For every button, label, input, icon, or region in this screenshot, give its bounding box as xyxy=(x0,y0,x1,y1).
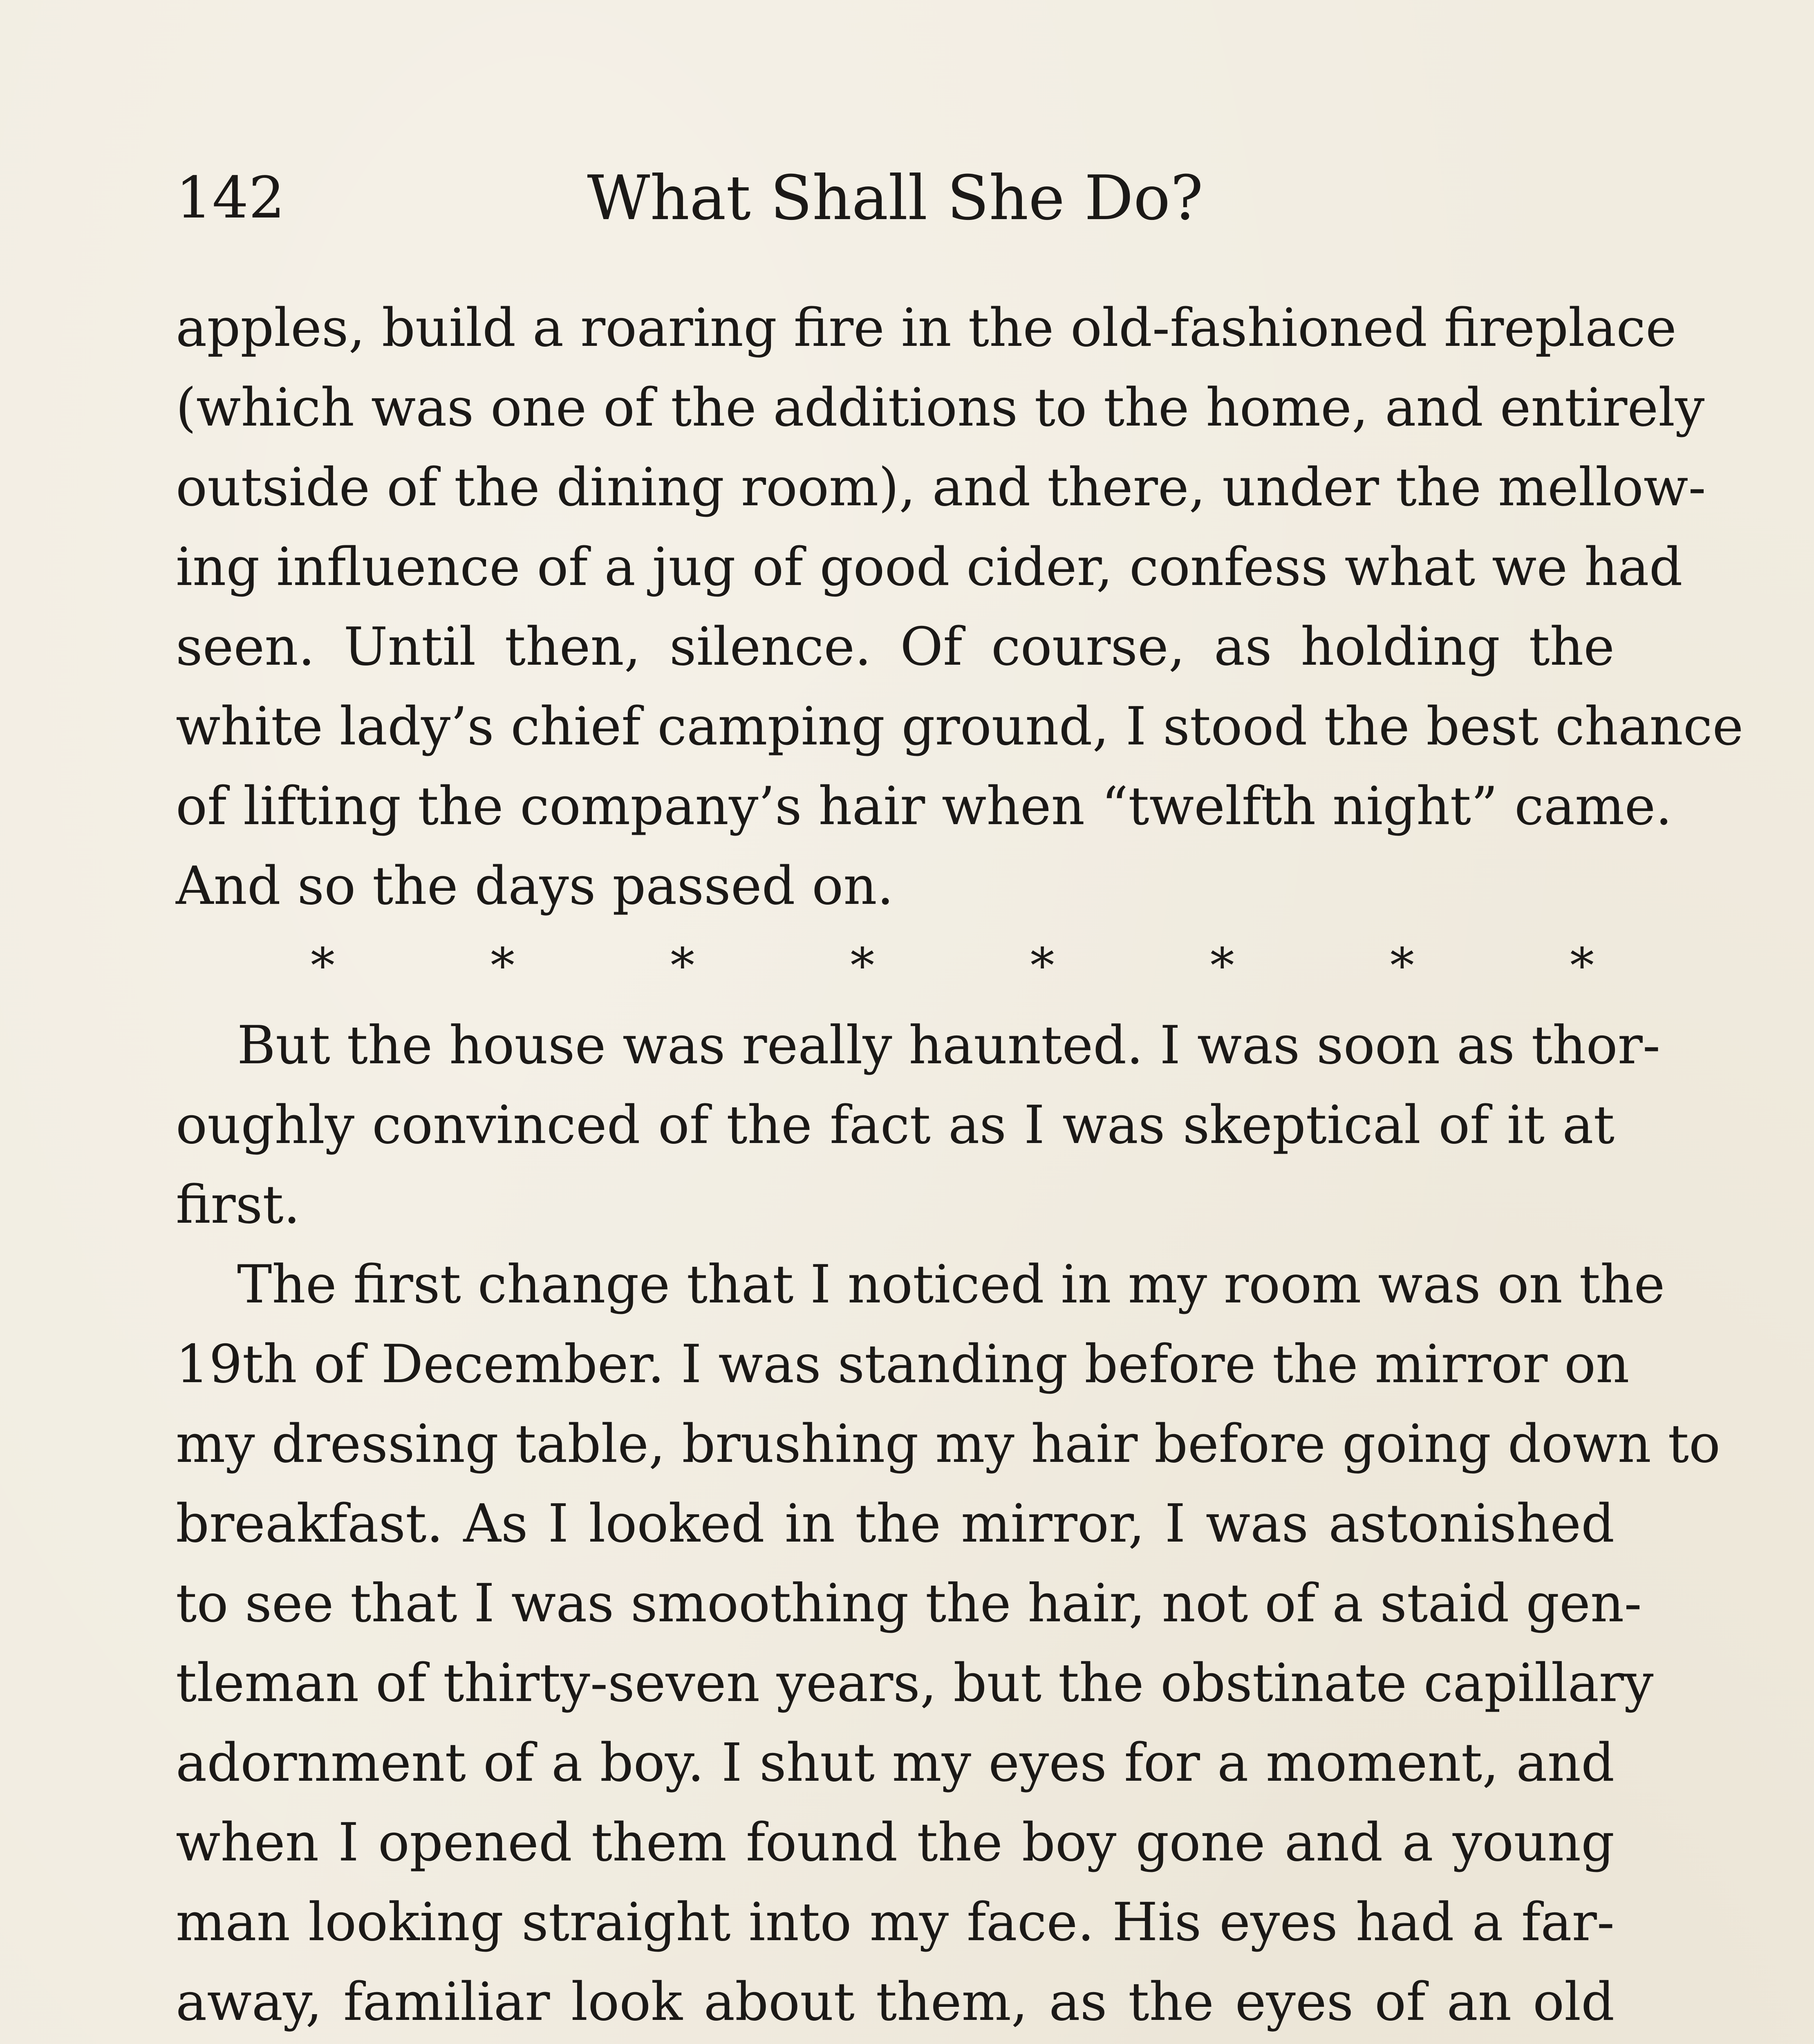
text-line: tleman of thirty-seven years, but the obstinate capillary xyxy=(176,1653,1654,1714)
text-line: white lady’s chief camping ground, I stood the best chance xyxy=(176,696,1744,757)
text-line: 19th of December. I was standing before the mirror on xyxy=(176,1334,1630,1395)
text-line: first. xyxy=(176,1174,300,1235)
text-line: But the house was really haunted. I was soon as thor- xyxy=(237,1015,1660,1076)
text-line: when I opened them found the boy gone and a young xyxy=(176,1812,1615,1873)
text-line xyxy=(176,2042,1615,2044)
text-line: adornment of a boy. I shut my eyes for a moment, and xyxy=(176,1732,1615,1793)
text-line: of lifting the company’s hair when “twelfth night” came. xyxy=(176,776,1672,837)
asterisk: * xyxy=(1390,937,1414,994)
text-line: outside of the dining room), and there, under the mellow- xyxy=(176,457,1706,518)
text-line: my dressing table, brushing my hair before going down to xyxy=(176,1414,1720,1475)
asterisk: * xyxy=(311,937,335,994)
text-line: seen. Until then, silence. Of course, as holding the xyxy=(176,616,1615,677)
page-header xyxy=(176,151,1615,245)
text-line: man looking straight into my face. His eyes had a far- xyxy=(176,1892,1615,1953)
page-number: 142 xyxy=(176,165,285,231)
text-line: to see that I was smoothing the hair, not of a staid gen- xyxy=(176,1573,1642,1634)
asterisk: * xyxy=(490,937,515,994)
text-line: breakfast. As I looked in the mirror, I was astonished xyxy=(176,1493,1615,1554)
asterisk: * xyxy=(1570,937,1594,994)
asterisk: * xyxy=(850,937,875,994)
text-line: apples, build a roaring fire in the old-fashioned fireplace xyxy=(176,298,1677,359)
text-line: (which was one of the additions to the home, and entirely xyxy=(176,377,1705,438)
text-line: ing influence of a jug of good cider, confess what we had xyxy=(176,537,1683,598)
text-line: The first change that I noticed in my room was on the xyxy=(237,1254,1665,1315)
asterisk: * xyxy=(1030,937,1055,994)
running-title: What Shall She Do? xyxy=(587,163,1203,234)
text-line: And so the days passed on. xyxy=(176,856,894,917)
text-line: away, familiar look about them, as the eyes of an old xyxy=(176,1972,1615,2033)
section-break xyxy=(176,926,1615,1006)
text-line: oughly convinced of the fact as I was skeptical of it at xyxy=(176,1095,1615,1156)
asterisk: * xyxy=(1210,937,1234,994)
body-text xyxy=(176,288,1744,2044)
asterisk: * xyxy=(670,937,695,994)
